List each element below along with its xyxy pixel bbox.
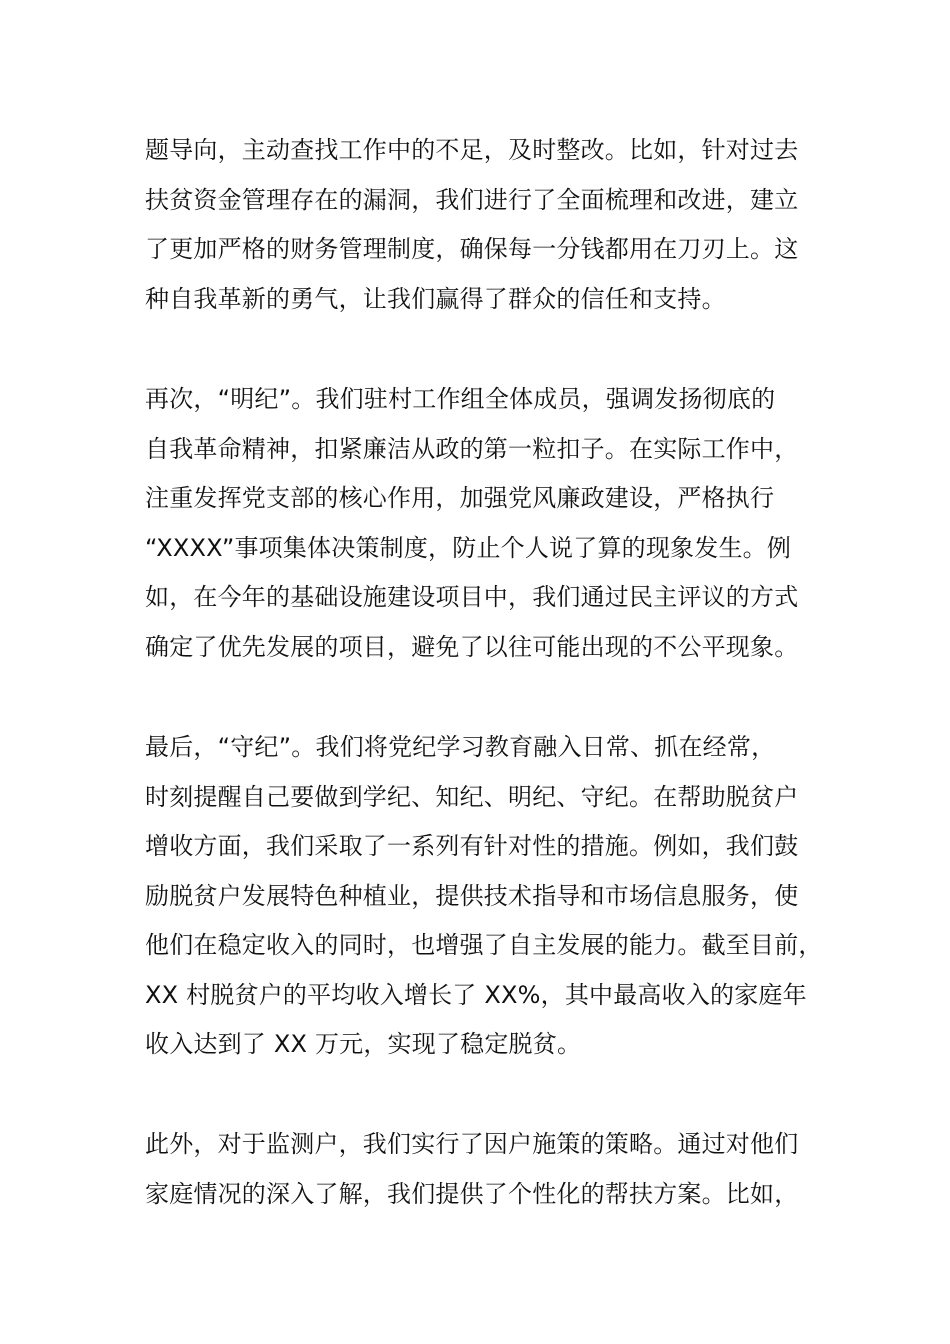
paragraph-shouji: [145, 723, 835, 1070]
text-line: 如，在今年的基础设施建设项目中，我们通过民主评议的方式: [145, 583, 799, 611]
text-line: 收入达到了 XX 万元，实现了稳定脱贫。: [145, 1030, 582, 1058]
text-line: 注重发挥党支部的核心作用，加强党风廉政建设，严格执行: [145, 484, 775, 512]
text-line: 此外，对于监测户，我们实行了因户施策的策略。通过对他们: [145, 1130, 799, 1158]
text-line: 扶贫资金管理存在的漏洞，我们进行了全面梳理和改进，建立: [145, 185, 799, 214]
text-line: 家庭情况的深入了解，我们提供了个性化的帮扶方案。比如，: [145, 1179, 799, 1208]
paragraph-monitoring-households: [145, 1120, 835, 1219]
text-line: 再次，“明纪”。我们驻村工作组全体成员，强调发扬彻底的: [145, 385, 776, 413]
text-line: 种自我革新的勇气，让我们赢得了群众的信任和支持。: [145, 284, 726, 313]
text-line: 励脱贫户发展特色种植业，提供技术指导和市场信息服务，使: [145, 881, 799, 910]
paragraph-mingji: [145, 375, 835, 672]
text-line: 自我革命精神，扣紧廉洁从政的第一粒扣子。在实际工作中，: [145, 434, 799, 463]
text-line: 时刻提醒自己要做到学纪、知纪、明纪、守纪。在帮助脱贫户: [145, 782, 799, 811]
text-line: XX 村脱贫户的平均收入增长了 XX%，其中最高收入的家庭年: [145, 980, 807, 1009]
paragraph-problem-orientation: [145, 126, 835, 324]
text-line: 题导向，主动查找工作中的不足，及时整改。比如，针对过去: [145, 136, 799, 164]
text-line: 最后，“守纪”。我们将党纪学习教育融入日常、抓在经常，: [145, 733, 776, 761]
text-line: “XXXX”事项集体决策制度，防止个人说了算的现象发生。例: [145, 533, 792, 562]
text-line: 他们在稳定收入的同时，也增强了自主发展的能力。截至目前，: [145, 931, 823, 959]
text-line: 增收方面，我们采取了一系列有针对性的措施。例如，我们鼓: [145, 832, 799, 860]
text-line: 了更加严格的财务管理制度，确保每一分钱都用在刀刃上。这: [145, 235, 799, 263]
text-line: 确定了优先发展的项目，避免了以往可能出现的不公平现象。: [145, 632, 799, 661]
